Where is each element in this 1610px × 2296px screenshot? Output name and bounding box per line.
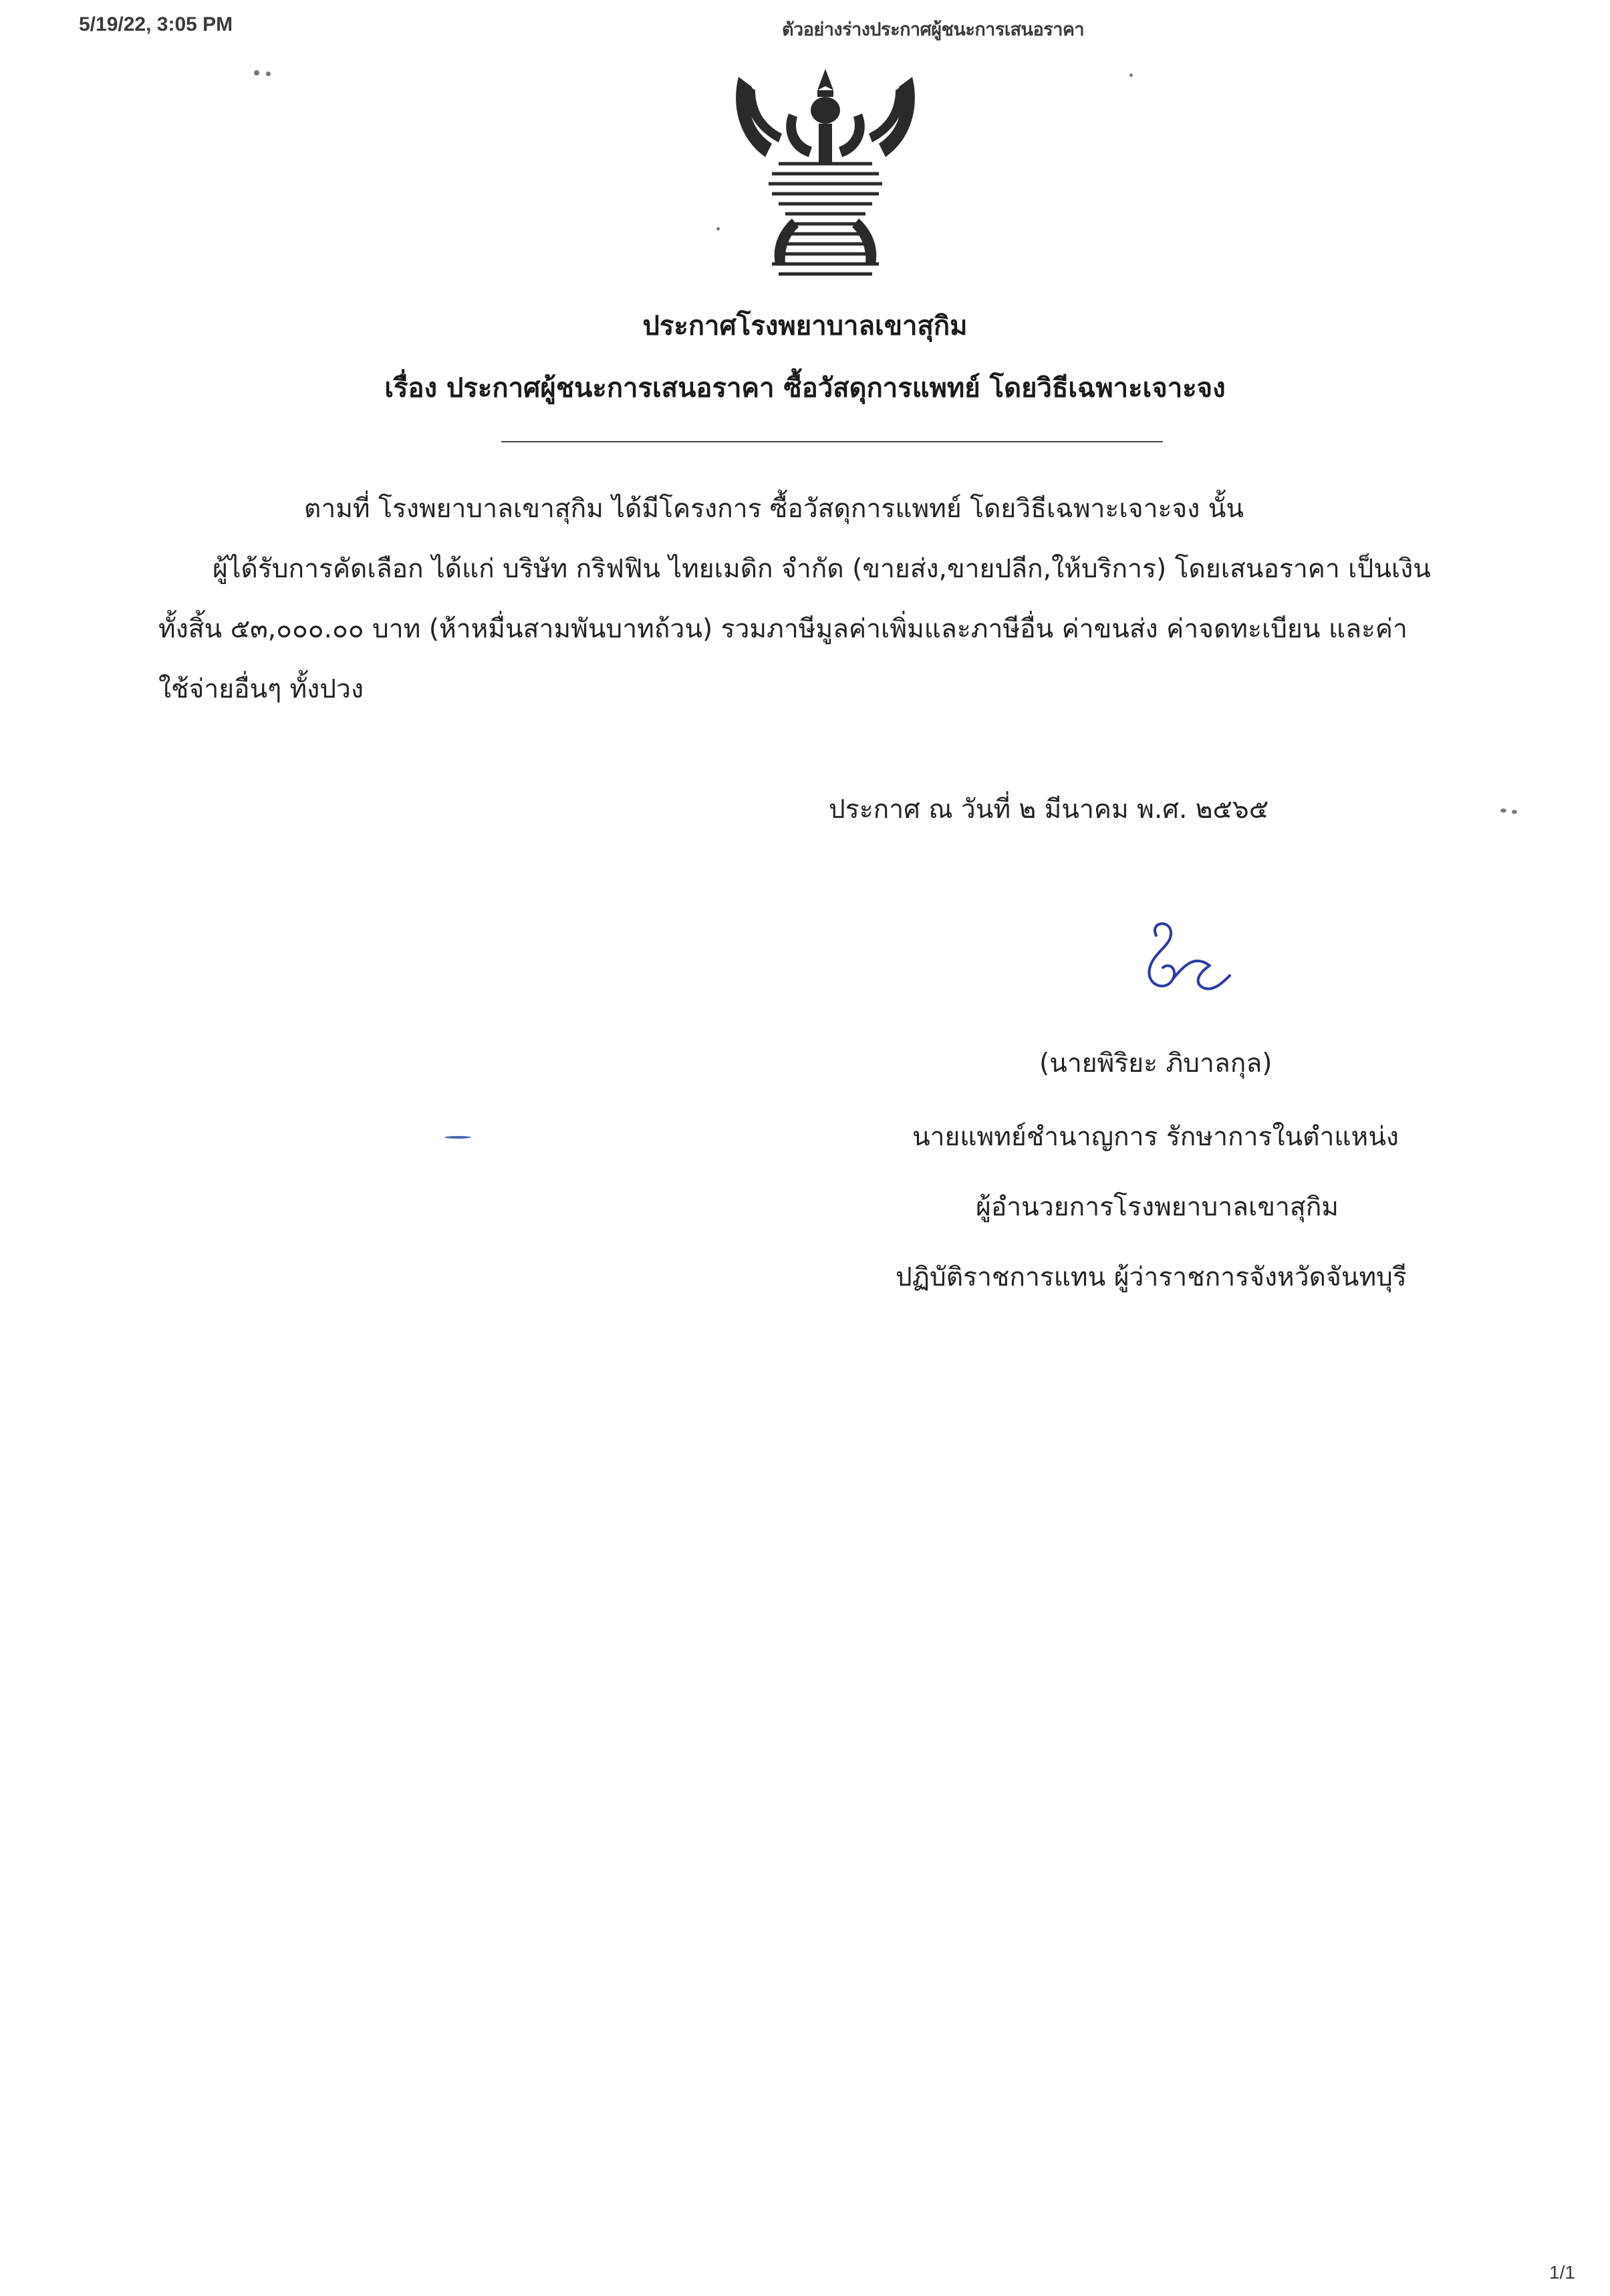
scan-speck <box>716 227 720 231</box>
scan-speck <box>1512 810 1517 814</box>
signature-icon <box>1129 915 1236 1009</box>
body-line-3: ทั้งสิ้น ๕๓,๐๐๐.๐๐ บาท (ห้าหมื่นสามพันบาทถ้วน) รวมภาษีมูลค่าเพิ่มและภาษีอื่น ค่าขนส่ง ค่าจดทะเบียน และค่า <box>158 614 1407 644</box>
page-number: 1/1 <box>1549 2262 1575 2283</box>
scan-speck <box>444 1136 471 1139</box>
scan-speck <box>1129 74 1133 77</box>
signatory-position-3: ปฏิบัติราชการแทน ผู้ว่าราชการจังหวัดจันทบุรี <box>896 1262 1407 1292</box>
page-title: ประกาศโรงพยาบาลเขาสุกิม <box>642 311 968 341</box>
announcement-date: ประกาศ ณ วันที่ ๒ มีนาคม พ.ศ. ๒๕๖๕ <box>829 795 1269 825</box>
body-line-2: ผู้ได้รับการคัดเลือก ได้แก่ บริษัท กริฟฟิน ไทยเมดิก จำกัด (ขายส่ง,ขายปลีก,ให้บริการ) โดยเสนอราคา เป็นเงิน <box>213 554 1431 584</box>
announcement-subject: เรื่อง ประกาศผู้ชนะการเสนอราคา ซื้อวัสดุการแพทย์ โดยวิธีเฉพาะเจาะจง <box>384 373 1226 404</box>
signatory-position-1: นายแพทย์ชำนาญการ รักษาการในตำแหน่ง <box>912 1122 1399 1152</box>
print-timestamp: 5/19/22, 3:05 PM <box>79 13 233 35</box>
body-line-1: ตามที่ โรงพยาบาลเขาสุกิม ได้มีโครงการ ซื้อวัสดุการแพทย์ โดยวิธีเฉพาะเจาะจง นั้น <box>304 494 1244 524</box>
scan-speck <box>254 70 259 76</box>
body-line-4: ใช้จ่ายอื่นๆ ทั้งปวง <box>158 674 364 704</box>
title-divider <box>501 441 1163 442</box>
print-header-title: ตัวอย่างร่างประกาศผู้ชนะการเสนอราคา <box>782 19 1085 40</box>
scan-speck <box>266 71 271 76</box>
signatory-position-2: ผู้อำนวยการโรงพยาบาลเขาสุกิม <box>976 1192 1339 1222</box>
signatory-name: (นายพิริยะ ภิบาลกุล) <box>1039 1048 1272 1079</box>
scan-speck <box>1500 809 1506 813</box>
garuda-emblem-icon <box>725 63 926 291</box>
